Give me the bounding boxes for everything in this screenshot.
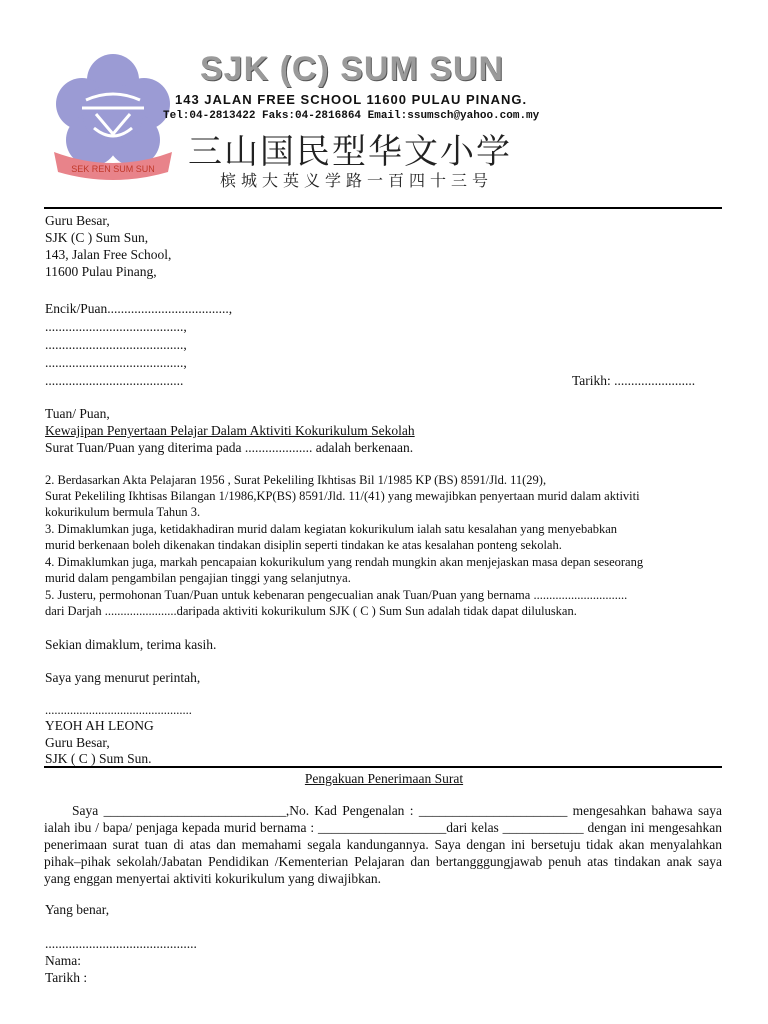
- body-paragraph-5: dari Darjah .......................daripada aktiviti kokurikulum SJK ( C ) Sum Sun adalah tidak dapat diluluskan.: [45, 604, 577, 618]
- school-chinese-name: 三山国民型华文小学: [188, 132, 512, 172]
- obey-text: Saya yang menurut perintah,: [45, 670, 201, 685]
- acknowledgement-title: Pengakuan Penerimaan Surat: [304, 771, 464, 786]
- recipient-line: .........................................,: [45, 337, 187, 352]
- closing-text: Sekian dimaklum, terima kasih.: [45, 637, 217, 652]
- school-logo-icon: [52, 48, 174, 186]
- parent-signature-line: .............................................: [45, 936, 197, 951]
- school-name: SJK (C) SUM SUN: [200, 50, 505, 88]
- acknowledgement-paragraph: Saya ___________________________,No. Kad Pengenalan : ______________________ mengesahkan bahawa saya ialah ibu / bapa/ penjaga kepada murid bernama : ___________________dari kelas ____________ dengan ini mengesahkan penerimaan surat tuan di atas dan memahami segala kandungannya. Saya dengan ini bersetuju tidak akan menyalahkan pihak–pihak sekolah/Jabatan Pendidikan /Kementerian Pelajaran dan bertangggungjawab penuh atas tindakan anak saya yang enggan menyertai aktiviti kokurikulum yang diwajibkan.: [44, 803, 722, 886]
- sender-line: 143, Jalan Free School,: [45, 247, 172, 262]
- salutation: Tuan/ Puan,: [45, 406, 110, 421]
- signatory-title: Guru Besar,: [45, 735, 110, 750]
- signature-line: ...............................................: [45, 703, 192, 717]
- body-paragraph-1: Surat Tuan/Puan yang diterima pada .................... adalah berkenaan.: [45, 440, 414, 455]
- recipient-line: Encik/Puan....................................,: [45, 301, 233, 316]
- sincerely-text: Yang benar,: [45, 902, 110, 917]
- body-paragraph-2: Surat Pekeliling Ikhtisas Bilangan 1/1986,KP(BS) 8591/Jld. 11/(41) yang mewajibkan penyertaan murid dalam aktiviti: [45, 489, 640, 503]
- section-divider: [44, 766, 722, 768]
- recipient-line: .........................................,: [45, 319, 187, 334]
- school-chinese-address: 槟城大英义学路一百四十三号: [220, 171, 494, 190]
- signatory-school: SJK ( C ) Sum Sun.: [45, 751, 152, 766]
- school-address: 143 JALAN FREE SCHOOL 11600 PULAU PINANG.: [175, 92, 528, 107]
- sender-line: 11600 Pulau Pinang,: [45, 264, 157, 279]
- date-label: Tarikh :: [45, 970, 88, 985]
- body-paragraph-2: kokurikulum bermula Tahun 3.: [45, 505, 201, 519]
- recipient-line: .........................................: [45, 373, 184, 388]
- body-paragraph-4: murid dalam pengambilan pengajian tinggi yang selanjutnya.: [45, 571, 351, 585]
- body-paragraph-4: 4. Dimaklumkan juga, markah pencapaian kokurikulum yang rendah mungkin akan menjejaskan masa depan seseorang: [45, 555, 644, 569]
- body-paragraph-3: 3. Dimaklumkan juga, ketidakhadiran murid dalam kegiatan kokurikulum ialah satu kesalahan yang menyebabkan: [45, 522, 618, 536]
- logo-ribbon-text: SEK REN SUM SUN: [71, 164, 155, 174]
- body-paragraph-3: murid berkenaan boleh dikenakan tindakan disiplin seperti tindakan ke atas kesalahan ponteng sekolah.: [45, 538, 562, 552]
- name-label: Nama:: [45, 953, 81, 968]
- letter-date: Tarikh: ........................: [572, 373, 696, 388]
- body-paragraph-2: 2. Berdasarkan Akta Pelajaran 1956 , Surat Pekeliling Ikhtisas Bil 1/1985 KP (BS) 8591/Jld. 11(29),: [45, 473, 547, 487]
- body-paragraph-5: 5. Justeru, permohonan Tuan/Puan untuk kebenaran pengecualian anak Tuan/Puan yang bernama ..............................: [45, 588, 628, 602]
- letter-subject: Kewajipan Penyertaan Pelajar Dalam Aktiviti Kokurikulum Sekolah: [45, 423, 415, 438]
- letterhead: [0, 0, 768, 200]
- school-contact: Tel:04-2813422 Faks:04-2816864 Email:ssumsch@yahoo.com.my: [163, 110, 540, 122]
- signatory-name: YEOH AH LEONG: [45, 718, 154, 733]
- letterhead-divider: [44, 207, 722, 209]
- sender-line: Guru Besar,: [45, 213, 110, 228]
- sender-line: SJK (C ) Sum Sun,: [45, 230, 149, 245]
- recipient-line: .........................................,: [45, 355, 187, 370]
